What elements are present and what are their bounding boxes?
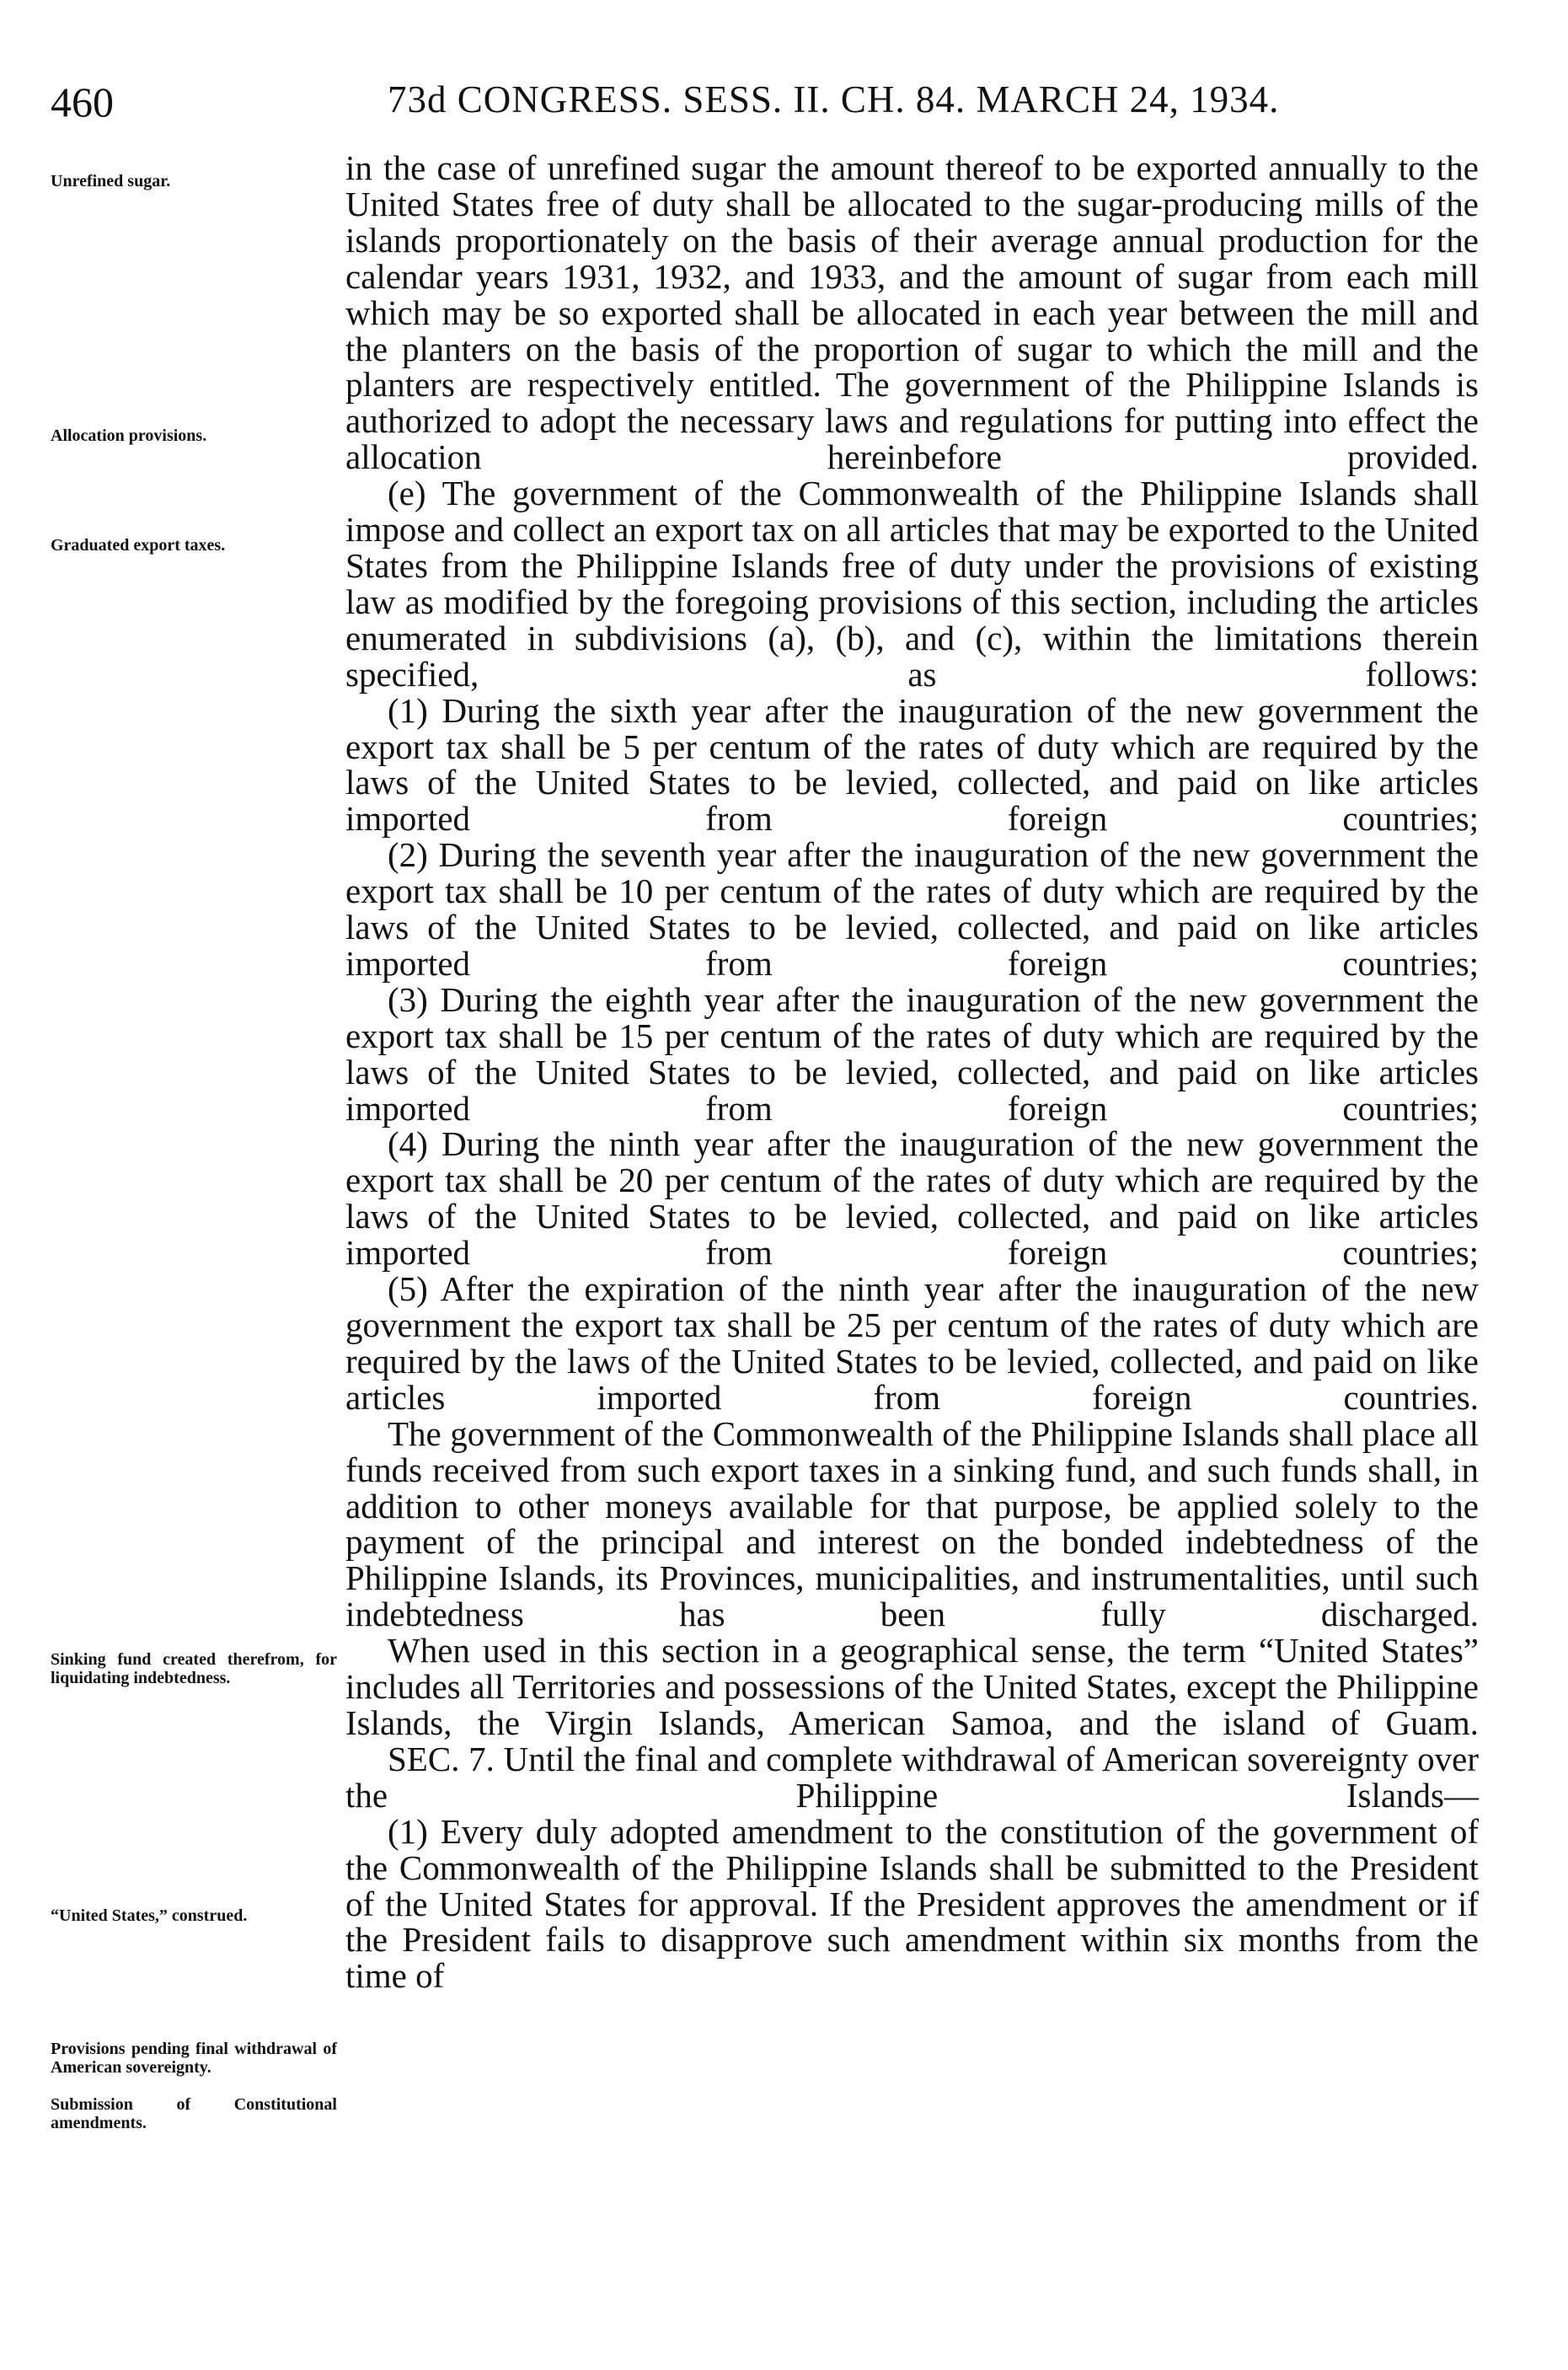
paragraph-after-ninth-year: (5) After the expiration of the ninth year after the inauguration of the new government the export tax shall be 25 per centum of the rates of duty which are required by the laws of the United States to be levied, collected, and paid on like articles imported from foreign countries. bbox=[345, 1269, 1479, 1417]
paragraph-eighth-year: (3) During the eighth year after the inauguration of the new government the export tax shall be 15 per centum of the rates of duty which are required by the laws of the United States to be levied, collected, and paid on like articles imported from foreign countries; bbox=[345, 979, 1479, 1128]
margin-note-sinking-fund: Sinking fund created therefrom, for liquidating indebtedness. bbox=[51, 1650, 337, 1687]
paragraph-constitutional-amendment: (1) Every duly adopted amendment to the constitution of the government of the Commonwealth of the Philippine Islands shall be submitted to the President of the United States for approval. If the President approves the amendment or if the President fails to disapprove such amendment within six months from the time of bbox=[345, 1811, 1479, 1996]
statute-body bbox=[345, 150, 1479, 1994]
paragraph-sinking-fund: The government of the Commonwealth of the Philippine Islands shall place all funds received from such export taxes in a sinking fund, and such funds shall, in addition to other moneys available for that purpose, be applied solely to the payment of the principal and interest on the bonded indebtedness of the Philippine Islands, its Provinces, municipalities, and instrumentalities, until such indebtedness has been fully discharged. bbox=[345, 1413, 1479, 1634]
page-number: 460 bbox=[51, 78, 114, 126]
margin-note-provisions-pending: Provisions pending final withdrawal of American sovereignty. bbox=[51, 2040, 337, 2077]
margin-note-allocation-provisions: Allocation provisions. bbox=[51, 426, 207, 445]
margin-note-constitutional-amendments: Submission of Constitutional amendments. bbox=[51, 2095, 337, 2132]
page-header bbox=[51, 78, 1483, 137]
margin-note-united-states-construed: “United States,” construed. bbox=[51, 1906, 248, 1925]
paragraph-unrefined-sugar: in the case of unrefined sugar the amount thereof to be exported annually to the United States free of duty shall be allocated to the sugar-producing mills of the islands proportionately on the basis of their average annual production for the calendar years 1931, 1932, and 1933, and the amount of sugar from each mill which may be so exported shall be allocated in each year between the mill and the planters on the basis of the proportion of sugar to which the mill and the planters are respectively entitled. The government of the Philippine Islands is authorized to adopt the necessary laws and regulations for putting into effect the allocation hereinbefore provided. bbox=[345, 148, 1479, 477]
running-head: 73d CONGRESS. SESS. II. CH. 84. MARCH 24, 1934. bbox=[388, 78, 1280, 121]
margin-note-unrefined-sugar: Unrefined sugar. bbox=[51, 172, 171, 190]
paragraph-sixth-year: (1) During the sixth year after the inauguration of the new government the export tax shall be 5 per centum of the rates of duty which are required by the laws of the United States to be levied, collected, and paid on like articles imported from foreign countries; bbox=[345, 690, 1479, 839]
paragraph-seventh-year: (2) During the seventh year after the inauguration of the new government the export tax shall be 10 per centum of the rates of duty which are required by the laws of the United States to be levied, collected, and paid on like articles imported from foreign countries; bbox=[345, 835, 1479, 983]
paragraph-section-7: SEC. 7. Until the final and complete withdrawal of American sovereignty over the Philippine Islands— bbox=[345, 1739, 1479, 1815]
margin-note-graduated-export-taxes: Graduated export taxes. bbox=[51, 536, 226, 555]
paragraph-export-tax-e: (e) The government of the Commonwealth of the Philippine Islands shall impose and collect an export tax on all articles that may be exported to the United States from the Philippine Islands free of duty under the provisions of existing law as modified by the foregoing provisions of this section, including the articles enumerated in subdivisions (a), (b), and (c), within the limitations therein specified, as follows: bbox=[345, 474, 1479, 694]
paragraph-united-states-definition: When used in this section in a geographical sense, the term “United States” includes all Territories and possessions of the United States, except the Philippine Islands, the Virgin Islands, American Samoa, and the island of Guam. bbox=[345, 1631, 1479, 1742]
paragraph-ninth-year: (4) During the ninth year after the inauguration of the new government the export tax shall be 20 per centum of the rates of duty which are required by the laws of the United States to be levied, collected, and paid on like articles imported from foreign countries; bbox=[345, 1124, 1479, 1273]
